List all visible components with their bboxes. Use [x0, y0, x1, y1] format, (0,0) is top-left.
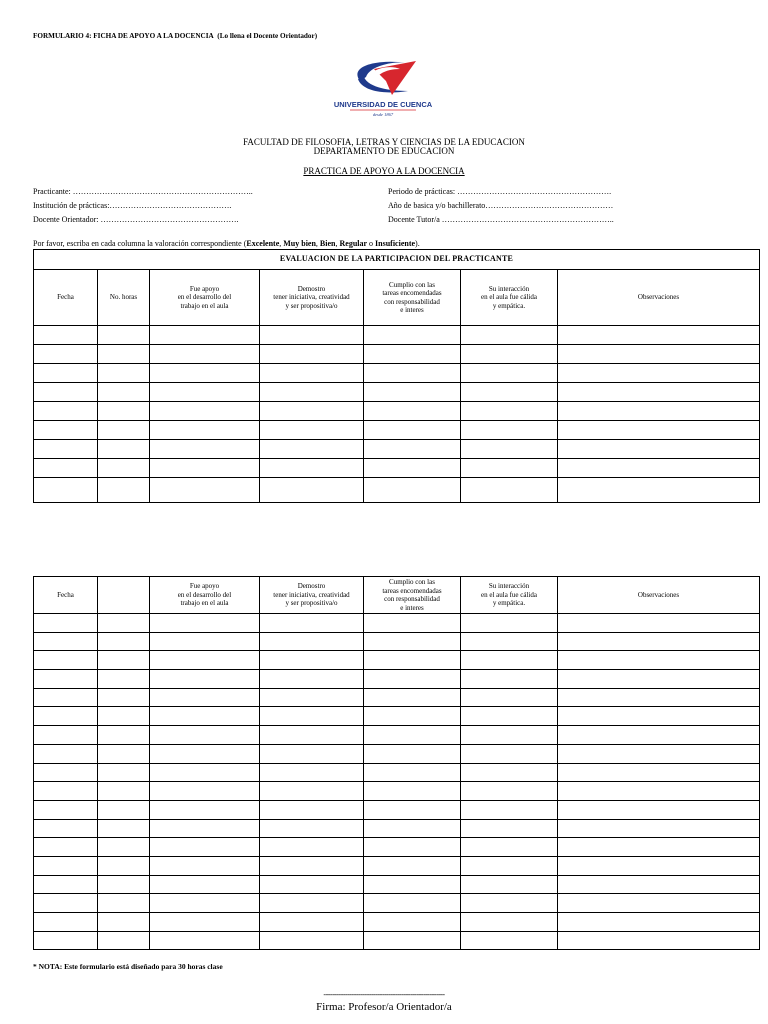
- table-cell[interactable]: [34, 913, 98, 932]
- table-cell[interactable]: [34, 800, 98, 819]
- table-row: [34, 819, 760, 838]
- table-cell[interactable]: [364, 744, 461, 763]
- table-cell[interactable]: [34, 632, 98, 651]
- table-cell[interactable]: [260, 875, 364, 894]
- table-cell[interactable]: [98, 819, 150, 838]
- signature-label: Firma: Profesor/a Orientador/a: [316, 1001, 452, 1013]
- table-cell[interactable]: [150, 651, 260, 670]
- table-cell[interactable]: [558, 931, 760, 950]
- table-cell[interactable]: [98, 894, 150, 913]
- table-cell[interactable]: [364, 402, 461, 421]
- table-cell[interactable]: [260, 364, 364, 383]
- table-cell[interactable]: [150, 875, 260, 894]
- table-cell[interactable]: [98, 478, 150, 503]
- table-cell[interactable]: [461, 782, 558, 801]
- table-row: [34, 651, 760, 670]
- table-cell[interactable]: [98, 632, 150, 651]
- table-cell[interactable]: [461, 875, 558, 894]
- table-cell[interactable]: [558, 421, 760, 440]
- instruction-sep: ,: [335, 239, 340, 248]
- column-header: Cumplio con las tareas encomendadas con responsabilidad e interes: [364, 270, 461, 326]
- table-cell[interactable]: [558, 614, 760, 633]
- table-cell[interactable]: [150, 856, 260, 875]
- table-cell[interactable]: [558, 875, 760, 894]
- table-cell[interactable]: [364, 459, 461, 478]
- table-cell[interactable]: [364, 782, 461, 801]
- table-cell[interactable]: [150, 782, 260, 801]
- table-cell[interactable]: [98, 688, 150, 707]
- table-cell[interactable]: [34, 688, 98, 707]
- table-row: [34, 670, 760, 689]
- table-title: EVALUACION DE LA PARTICIPACION DEL PRACTICANTE: [34, 250, 760, 270]
- table-cell[interactable]: [558, 819, 760, 838]
- table-row: [34, 726, 760, 745]
- table-cell[interactable]: [558, 632, 760, 651]
- practicante-field[interactable]: Practicante: …………………………………………………………..: [33, 187, 253, 196]
- table-cell[interactable]: [98, 459, 150, 478]
- table-cell[interactable]: [461, 632, 558, 651]
- table-cell[interactable]: [260, 707, 364, 726]
- table-cell[interactable]: [461, 651, 558, 670]
- table-cell[interactable]: [461, 383, 558, 402]
- logo-name: UNIVERSIDAD DE CUENCA: [333, 100, 433, 109]
- instruction-text: [33, 239, 420, 248]
- table-cell[interactable]: [150, 800, 260, 819]
- table-cell[interactable]: [34, 838, 98, 857]
- instruction-suffix: ).: [415, 239, 420, 248]
- table-cell[interactable]: [461, 894, 558, 913]
- table-cell[interactable]: [260, 632, 364, 651]
- table-cell[interactable]: [98, 651, 150, 670]
- column-header: Demostro tener iniciativa, creatividad y ser propositiva/o: [260, 270, 364, 326]
- table-cell[interactable]: [461, 459, 558, 478]
- table-row: [34, 931, 760, 950]
- table-cell[interactable]: [364, 440, 461, 459]
- table-cell[interactable]: [260, 440, 364, 459]
- column-header: Su interacción en el aula fue cálida y empática.: [461, 270, 558, 326]
- column-header: Fecha: [34, 577, 98, 614]
- rating-excelente: Excelente: [246, 239, 280, 248]
- table-cell[interactable]: [98, 707, 150, 726]
- table-cell[interactable]: [98, 726, 150, 745]
- table-cell[interactable]: [558, 707, 760, 726]
- docente-orientador-field[interactable]: Docente Orientador: …………………………………………….: [33, 215, 239, 224]
- column-header: Fue apoyo en el desarrollo del trabajo en el aula: [150, 577, 260, 614]
- table-cell[interactable]: [34, 478, 98, 503]
- table-cell[interactable]: [98, 670, 150, 689]
- university-logo-graphic: [288, 55, 478, 121]
- table-cell[interactable]: [260, 402, 364, 421]
- table-row: [34, 838, 760, 857]
- institucion-field[interactable]: Institución de prácticas:……………………………………….: [33, 201, 232, 210]
- table-cell[interactable]: [461, 931, 558, 950]
- table-cell[interactable]: [461, 688, 558, 707]
- table-cell[interactable]: [150, 402, 260, 421]
- table-row: [34, 614, 760, 633]
- table-cell[interactable]: [364, 819, 461, 838]
- signature-line: --------------------------------------------------------: [323, 990, 445, 999]
- rating-bien: Bien: [319, 239, 336, 248]
- table-cell[interactable]: [260, 894, 364, 913]
- table-cell[interactable]: [461, 856, 558, 875]
- table-cell[interactable]: [150, 838, 260, 857]
- table-cell[interactable]: [260, 459, 364, 478]
- table-cell[interactable]: [364, 726, 461, 745]
- table-cell[interactable]: [98, 782, 150, 801]
- table-cell[interactable]: [364, 421, 461, 440]
- table-cell[interactable]: [260, 688, 364, 707]
- table-cell[interactable]: [461, 345, 558, 364]
- column-header: [98, 577, 150, 614]
- table-cell[interactable]: [98, 800, 150, 819]
- column-header: Fue apoyo en el desarrollo del trabajo en el aula: [150, 270, 260, 326]
- table-cell[interactable]: [558, 345, 760, 364]
- instruction-sep: ,: [279, 239, 284, 248]
- table-cell[interactable]: [260, 478, 364, 503]
- table-cell[interactable]: [558, 440, 760, 459]
- table-cell[interactable]: [34, 875, 98, 894]
- form-label: FORMULARIO 4: FICHA DE APOYO A LA DOCENCIA: [33, 32, 214, 40]
- instruction-prefix: Por favor, escriba en cada columna la valoración correspondiente (: [33, 239, 247, 248]
- table-cell[interactable]: [260, 614, 364, 633]
- table-cell[interactable]: [558, 364, 760, 383]
- table-cell[interactable]: [34, 782, 98, 801]
- table-cell[interactable]: [34, 440, 98, 459]
- table-cell[interactable]: [34, 326, 98, 345]
- table-cell[interactable]: [364, 707, 461, 726]
- table-cell[interactable]: [260, 856, 364, 875]
- table-cell[interactable]: [558, 763, 760, 782]
- table-cell[interactable]: [150, 744, 260, 763]
- table-cell[interactable]: [150, 345, 260, 364]
- table-cell[interactable]: [150, 913, 260, 932]
- table-cell[interactable]: [461, 440, 558, 459]
- column-header: Fecha: [34, 270, 98, 326]
- table-cell[interactable]: [34, 894, 98, 913]
- table-cell[interactable]: [558, 856, 760, 875]
- table-cell[interactable]: [150, 326, 260, 345]
- form-header: [33, 32, 317, 40]
- table-row: [34, 800, 760, 819]
- table-cell[interactable]: [364, 345, 461, 364]
- table-cell[interactable]: [34, 345, 98, 364]
- table-cell[interactable]: [98, 931, 150, 950]
- periodo-field[interactable]: Periodo de prácticas: ………………………………………………….: [388, 187, 612, 196]
- table-cell[interactable]: [364, 364, 461, 383]
- table-row: [34, 383, 760, 402]
- table-cell[interactable]: [461, 800, 558, 819]
- rating-regular: Regular: [339, 239, 368, 248]
- table-cell[interactable]: [260, 913, 364, 932]
- table-cell[interactable]: [260, 326, 364, 345]
- logo-tagline: desde 1867: [372, 112, 394, 117]
- table-cell[interactable]: [461, 614, 558, 633]
- table-cell[interactable]: [558, 478, 760, 503]
- table-cell[interactable]: [34, 707, 98, 726]
- table-cell[interactable]: [34, 670, 98, 689]
- table-cell[interactable]: [558, 688, 760, 707]
- table-cell[interactable]: [558, 383, 760, 402]
- table-cell[interactable]: [150, 364, 260, 383]
- table-cell[interactable]: [364, 651, 461, 670]
- table-row: [34, 364, 760, 383]
- table-cell[interactable]: [461, 421, 558, 440]
- table-cell[interactable]: [260, 744, 364, 763]
- table-row: [34, 421, 760, 440]
- column-header: Observaciones: [558, 577, 760, 614]
- column-header: No. horas: [98, 270, 150, 326]
- table-cell[interactable]: [461, 402, 558, 421]
- table-cell[interactable]: [98, 364, 150, 383]
- table-cell[interactable]: [260, 782, 364, 801]
- table-cell[interactable]: [260, 800, 364, 819]
- table-row: [34, 894, 760, 913]
- page-title: PRACTICA DE APOYO A LA DOCENCIA: [303, 166, 465, 176]
- table-cell[interactable]: [98, 875, 150, 894]
- table-cell[interactable]: [461, 326, 558, 345]
- table-cell[interactable]: [364, 670, 461, 689]
- docente-tutor-field[interactable]: Docente Tutor/a ………………………………………………………..: [388, 215, 614, 224]
- table-cell[interactable]: [461, 744, 558, 763]
- table-row: [34, 632, 760, 651]
- table-cell[interactable]: [260, 345, 364, 364]
- table-cell[interactable]: [34, 744, 98, 763]
- table-cell[interactable]: [364, 763, 461, 782]
- table-row: [34, 744, 760, 763]
- table-cell[interactable]: [364, 931, 461, 950]
- table-cell[interactable]: [34, 459, 98, 478]
- table-cell[interactable]: [34, 763, 98, 782]
- table-cell[interactable]: [98, 856, 150, 875]
- table-cell[interactable]: [150, 421, 260, 440]
- form-note: (Lo llena el Docente Orientador): [217, 32, 318, 40]
- table-cell[interactable]: [558, 800, 760, 819]
- table-row: [34, 345, 760, 364]
- table-cell[interactable]: [34, 726, 98, 745]
- table-cell[interactable]: [98, 614, 150, 633]
- university-logo: [288, 55, 478, 121]
- table-cell[interactable]: [34, 856, 98, 875]
- table-cell[interactable]: [150, 763, 260, 782]
- table-cell[interactable]: [34, 819, 98, 838]
- table-cell[interactable]: [461, 726, 558, 745]
- table-cell[interactable]: [461, 913, 558, 932]
- instruction-sep: ,: [315, 239, 320, 248]
- faculty-name: FACULTAD DE FILOSOFIA, LETRAS Y CIENCIAS DE LA EDUCACION: [243, 137, 525, 147]
- table-row: [34, 782, 760, 801]
- table-cell[interactable]: [558, 651, 760, 670]
- table-cell[interactable]: [364, 856, 461, 875]
- evaluation-table-1: [33, 249, 760, 503]
- table-cell[interactable]: [461, 670, 558, 689]
- table-cell[interactable]: [98, 383, 150, 402]
- table-cell[interactable]: [461, 819, 558, 838]
- table-cell[interactable]: [260, 651, 364, 670]
- table-cell[interactable]: [98, 326, 150, 345]
- table-cell[interactable]: [364, 894, 461, 913]
- table-cell[interactable]: [364, 383, 461, 402]
- table-cell[interactable]: [364, 913, 461, 932]
- table-row: [34, 402, 760, 421]
- table-cell[interactable]: [150, 726, 260, 745]
- evaluation-table-2: [33, 576, 760, 950]
- nota-text: * NOTA: Este formulario está diseñado para 30 horas clase: [33, 962, 223, 971]
- table-cell[interactable]: [558, 913, 760, 932]
- table-cell[interactable]: [34, 614, 98, 633]
- table-cell[interactable]: [260, 838, 364, 857]
- table-row: [34, 707, 760, 726]
- instruction-sep: o: [367, 239, 376, 248]
- table-cell[interactable]: [364, 688, 461, 707]
- table-cell[interactable]: [150, 614, 260, 633]
- table-cell[interactable]: [150, 478, 260, 503]
- table-cell[interactable]: [461, 478, 558, 503]
- table-row: [34, 326, 760, 345]
- table-cell[interactable]: [558, 326, 760, 345]
- table-cell[interactable]: [558, 894, 760, 913]
- table-row: [34, 875, 760, 894]
- table-cell[interactable]: [34, 402, 98, 421]
- table-cell[interactable]: [260, 421, 364, 440]
- table-row: [34, 440, 760, 459]
- table-cell[interactable]: [558, 402, 760, 421]
- table-cell[interactable]: [34, 383, 98, 402]
- rating-insuficiente: Insuficiente: [375, 239, 416, 248]
- table-row: [34, 913, 760, 932]
- table-row: [34, 856, 760, 875]
- table-cell[interactable]: [150, 894, 260, 913]
- table-cell[interactable]: [364, 326, 461, 345]
- table-cell[interactable]: [364, 838, 461, 857]
- table-cell[interactable]: [461, 838, 558, 857]
- table-cell[interactable]: [98, 440, 150, 459]
- table-cell[interactable]: [34, 421, 98, 440]
- table-cell[interactable]: [364, 800, 461, 819]
- column-header: Demostro tener iniciativa, creatividad y ser propositiva/o: [260, 577, 364, 614]
- table-cell[interactable]: [461, 364, 558, 383]
- column-header: Observaciones: [558, 270, 760, 326]
- table-cell[interactable]: [558, 459, 760, 478]
- table-cell[interactable]: [461, 707, 558, 726]
- column-header: Su interacción en el aula fue cálida y empática.: [461, 577, 558, 614]
- table-cell[interactable]: [98, 763, 150, 782]
- table-cell[interactable]: [150, 931, 260, 950]
- department-name: DEPARTAMENTO DE EDUCACION: [313, 146, 455, 156]
- table-cell[interactable]: [260, 670, 364, 689]
- table-row: [34, 688, 760, 707]
- table-cell[interactable]: [461, 763, 558, 782]
- table-cell[interactable]: [34, 364, 98, 383]
- table-row: [34, 459, 760, 478]
- table-cell[interactable]: [34, 651, 98, 670]
- table-cell[interactable]: [260, 819, 364, 838]
- table-cell[interactable]: [150, 688, 260, 707]
- table-cell[interactable]: [150, 383, 260, 402]
- column-header: Cumplio con las tareas encomendadas con responsabilidad e interes: [364, 577, 461, 614]
- table-cell[interactable]: [364, 614, 461, 633]
- table-cell[interactable]: [98, 744, 150, 763]
- rating-muy-bien: Muy bien: [283, 239, 316, 248]
- table-cell[interactable]: [150, 459, 260, 478]
- table-cell[interactable]: [558, 670, 760, 689]
- anio-field[interactable]: Año de basica y/o bachillerato…………………………………………: [388, 201, 614, 210]
- table-cell[interactable]: [364, 632, 461, 651]
- table-cell[interactable]: [98, 345, 150, 364]
- table-cell[interactable]: [364, 478, 461, 503]
- table-cell[interactable]: [150, 670, 260, 689]
- table-row: [34, 478, 760, 503]
- table-cell[interactable]: [98, 421, 150, 440]
- table-cell[interactable]: [260, 763, 364, 782]
- table-cell[interactable]: [98, 838, 150, 857]
- table-row: [34, 763, 760, 782]
- table-cell[interactable]: [150, 440, 260, 459]
- table-cell[interactable]: [98, 402, 150, 421]
- table-cell[interactable]: [34, 931, 98, 950]
- table-cell[interactable]: [150, 819, 260, 838]
- table-cell[interactable]: [558, 838, 760, 857]
- table-cell[interactable]: [364, 875, 461, 894]
- table-cell[interactable]: [150, 632, 260, 651]
- table-cell[interactable]: [260, 726, 364, 745]
- table-cell[interactable]: [98, 913, 150, 932]
- table-cell[interactable]: [260, 931, 364, 950]
- table-cell[interactable]: [558, 744, 760, 763]
- table-cell[interactable]: [150, 707, 260, 726]
- table-cell[interactable]: [558, 782, 760, 801]
- table-cell[interactable]: [558, 726, 760, 745]
- table-cell[interactable]: [260, 383, 364, 402]
